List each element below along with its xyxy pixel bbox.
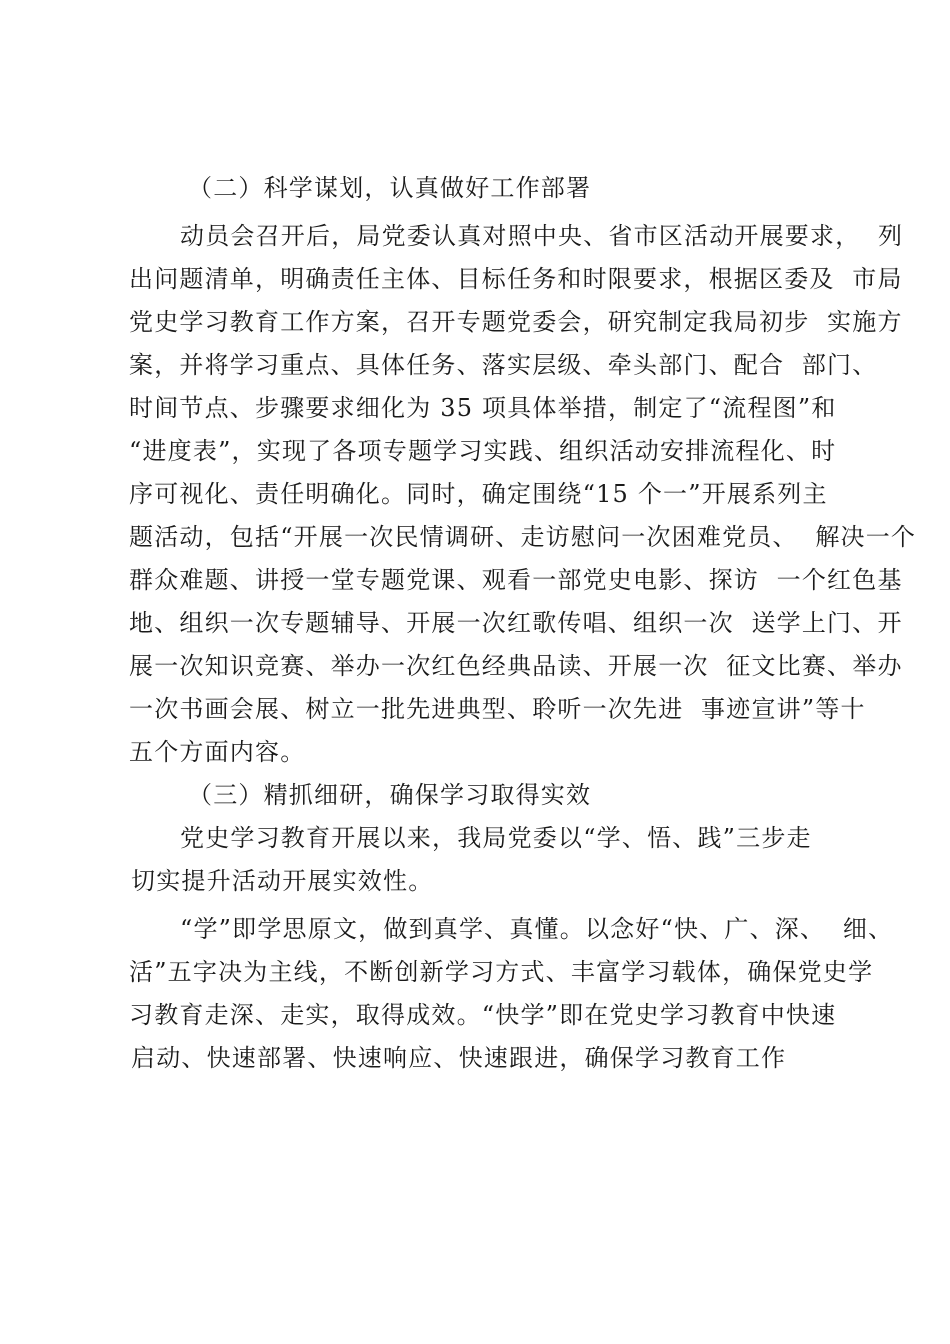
section-3-para-1-line-2: 切实提升活动开展实效性。 xyxy=(131,867,434,895)
section-3-para-1-line-1: 党史学习教育开展以来，我局党委以“学、悟、践”三步走 xyxy=(180,824,812,852)
section-2-line-1: 动员会召开后，局党委认真对照中央、省市区活动开展要求， 列 xyxy=(180,222,904,250)
section-3-para-2-line-1: “学”即学思原文，做到真学、真懂。以念好“快、广、深、 细、 xyxy=(180,915,894,943)
section-2-line-10: 地、组织一次专题辅导、开展一次红歌传唱、组织一次 送学上门、开 xyxy=(129,609,903,637)
section-3-para-2-line-3: 习教育走深、走实，取得成效。“快学”即在党史学习教育中快速 xyxy=(129,1001,837,1029)
section-2-line-9: 群众难题、讲授一堂专题党课、观看一部党史电影、探访 一个红色基 xyxy=(129,566,903,594)
section-2-line-7: 序可视化、责任明确化。同时，确定围绕“15 个一”开展系列主 xyxy=(129,480,828,508)
section-2-line-4: 案，并将学习重点、具体任务、落实层级、牵头部门、配合 部门、 xyxy=(129,351,878,379)
section-2-line-13: 五个方面内容。 xyxy=(129,738,306,766)
section-3-para-2-line-4: 启动、快速部署、快速响应、快速跟进，确保学习教育工作 xyxy=(131,1044,787,1072)
section-2-line-6: “进度表”，实现了各项专题学习实践、组织活动安排流程化、时 xyxy=(129,437,837,465)
section-2-line-5: 时间节点、步骤要求细化为 35 项具体举措，制定了“流程图”和 xyxy=(129,394,837,422)
section-3-heading: （三）精抓细研，确保学习取得实效 xyxy=(188,781,592,809)
section-2-heading: （二）科学谋划，认真做好工作部署 xyxy=(188,174,592,202)
section-2-line-2: 出问题清单，明确责任主体、目标任务和时限要求，根据区委及 市局 xyxy=(129,265,903,293)
section-2-line-11: 展一次知识竞赛、举办一次红色经典品读、开展一次 征文比赛、举办 xyxy=(129,652,903,680)
section-3-para-2-line-2: 活”五字决为主线，不断创新学习方式、丰富学习载体，确保党史学 xyxy=(129,958,874,986)
section-2-line-3: 党史学习教育工作方案，召开专题党委会，研究制定我局初步 实施方 xyxy=(129,308,903,336)
section-2-line-8: 题活动，包括“开展一次民情调研、走访慰问一次困难党员、 解决一个 xyxy=(129,523,917,551)
section-2-line-12: 一次书画会展、树立一批先进典型、聆听一次先进 事迹宣讲”等十 xyxy=(129,695,866,723)
